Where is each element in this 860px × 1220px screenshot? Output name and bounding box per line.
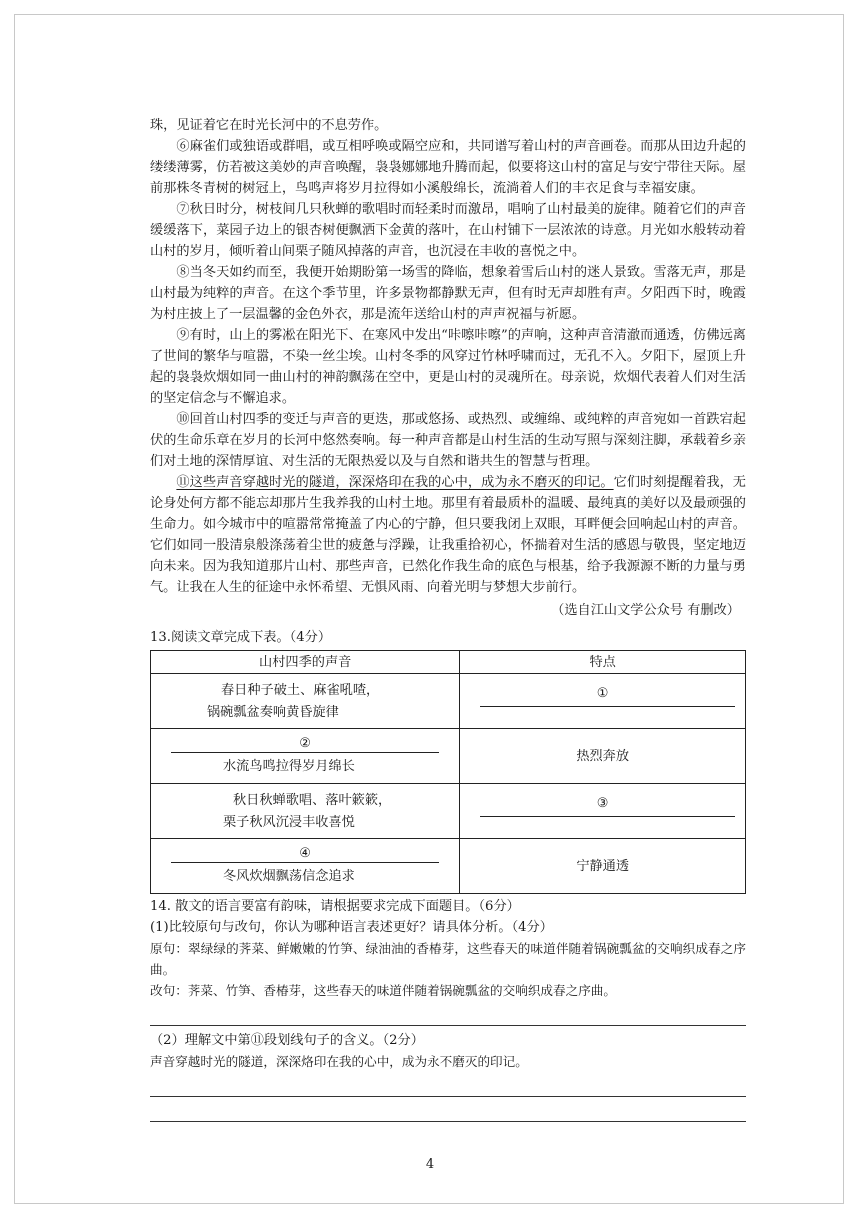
answer-blank-3[interactable]	[460, 784, 746, 839]
target-sentence: 声音穿越时光的隧道，深深烙印在我的心中，成为永不磨灭的印记。	[150, 1054, 528, 1069]
essay-paragraph-7: ⑦秋日时分，树枝间几只秋蝉的歌唱时而轻柔时而激昂，唱响了山村最美的旋律。随着它们的声音缓缓落下，菜园子边上的银杏树便飘洒下金黄的落叶，在山村铺下一层浓浓的诗意。月光如水般转动着山村的岁月，倾听着山间栗子随风掉落的声音，也沉浸在丰收的喜悦之中。	[150, 202, 746, 259]
blank-number: ④	[299, 846, 312, 861]
table-row	[151, 784, 746, 839]
answer-line[interactable]	[150, 1097, 746, 1122]
page-content	[150, 115, 746, 1122]
revised-sentence: 改句：荠菜、竹笋、香椿芽，这些春天的味道伴随着锅碗瓢盆的交响织成春之序曲。	[150, 983, 616, 998]
essay-paragraph-8: ⑧当冬天如约而至，我便开始期盼第一场雪的降临，想象着雪后山村的迷人景致。雪落无声，那是山村最为纯粹的声音。在这个季节里，许多景物都静默无声，但有时无声却胜有声。夕阳西下时，晚霞为村庄披上了一层温馨的金色外衣，那是流年送给山村的声声祝福与祈愿。	[150, 265, 746, 322]
blank-number: ③	[596, 796, 609, 811]
blank-number: ①	[596, 686, 609, 701]
question-13-table	[150, 650, 746, 894]
original-sentence: 原句：翠绿绿的荠菜、鲜嫩嫩的竹笋、绿油油的香椿芽，这些春天的味道伴随着锅碗瓢盆的交响织成春之序曲。	[150, 941, 746, 977]
table-cell	[151, 839, 460, 894]
cell-line: 锅碗瓢盆奏响黄昏旋律	[207, 705, 339, 720]
blank-number: ②	[299, 736, 312, 751]
table-cell	[151, 674, 460, 729]
essay-paragraph-11	[150, 472, 746, 598]
underlined-sentence: ⑪这些声音穿越时光的隧道，深深烙印在我的心中，成为永不磨灭的印记。	[176, 475, 614, 490]
table-row	[151, 839, 746, 894]
table-cell	[151, 729, 460, 784]
question-14-sub1: (1)比较原句与改句，你认为哪种语言表述更好？请具体分析。（4分）	[150, 920, 553, 935]
question-14-sub2: （2）理解文中第⑪段划线句子的含义。（2分）	[150, 1033, 424, 1048]
essay-paragraph-9: ⑨有时，山上的雾凇在阳光下、在寒风中发出“咔嚓咔嚓”的声响，这种声音清澈而通透，仿佛远离了世间的繁华与喧嚣，不染一丝尘埃。山村冬季的风穿过竹林呼啸而过，无孔不入。夕阳下，屋顶上升起的袅袅炊烟如同一曲山村的神韵飘荡在空中，更是山村的灵魂所在。母亲说，炊烟代表着人们对生活的坚定信念与不懈追求。	[150, 328, 746, 406]
answer-blank-2[interactable]	[161, 733, 449, 755]
cell-line: 秋日秋蝉歌唱、落叶簌簌，	[233, 793, 392, 808]
table-row	[151, 729, 746, 784]
table-row	[151, 674, 746, 729]
cell-line: 春日种子破土、麻雀吼喳，	[221, 683, 380, 698]
essay-paragraph-6: ⑥麻雀们或独语或群唱，或互相呼唤或隔空应和，共同谱写着山村的声音画卷。而那从田边升起的缕缕薄雾，仿若被这美妙的声音唤醒，袅袅娜娜地升腾而起，似要将这山村的富足与安宁带往天际。屋前那株冬青树的树冠上，鸟鸣声将岁月拉得如小溪般绵长，流淌着人们的丰衣足食与幸福安康。	[150, 139, 746, 196]
answer-line[interactable]	[150, 1072, 746, 1097]
source-note: （选自江山文学公众号 有删改）	[551, 603, 740, 618]
table-header-row	[151, 651, 746, 674]
table-cell: 宁静通透	[460, 839, 746, 894]
table-cell	[151, 784, 460, 839]
question-14-prompt: 14. 散文的语言要富有韵味，请根据要求完成下面题目。（6分）	[150, 899, 520, 914]
answer-line[interactable]	[150, 1001, 746, 1026]
answer-blank-4[interactable]	[161, 843, 449, 865]
paragraph-11-rest: 它们时刻提醒着我，无论身处何方都不能忘却那片生我养我的山村土地。那里有着最质朴的温暖、最纯真的美好以及最顽强的生命力。如今城市中的喧嚣常常掩盖了内心的宁静，但只要我闭上双眼，耳畔便会回响起山村的声音。它们如同一股清泉般涤荡着尘世的疲惫与浮躁，让我重拾初心，怀揣着对生活的感恩与敬畏，坚定地迈向未来。因为我知道那片山村、那些声音，已然化作我生命的底色与根基，给予我源源不断的力量与勇气。让我在人生的征途中永怀希望、无惧风雨、向着光明与梦想大步前行。	[150, 475, 746, 595]
table-header-sounds: 山村四季的声音	[151, 651, 460, 674]
cell-line: 栗子秋风沉浸丰收喜悦	[223, 815, 355, 830]
table-header-features: 特点	[460, 651, 746, 674]
answer-blank-1[interactable]	[460, 674, 746, 729]
essay-paragraph-5-tail: 珠，见证着它在时光长河中的不息劳作。	[150, 118, 388, 133]
table-cell: 热烈奔放	[460, 729, 746, 784]
cell-line: 冬风炊烟飘荡信念追求	[223, 869, 355, 884]
question-13-prompt: 13.阅读文章完成下表。（4分）	[150, 630, 332, 645]
cell-line: 水流鸟鸣拉得岁月绵长	[223, 759, 355, 774]
essay-paragraph-10: ⑩回首山村四季的变迁与声音的更迭，那或悠扬、或热烈、或缠绵、或纯粹的声音宛如一首跌宕起伏的生命乐章在岁月的长河中悠然奏响。每一种声音都是山村生活的生动写照与深刻注脚，承载着乡亲们对土地的深情厚谊、对生活的无限热爱以及与自然和谐共生的智慧与哲理。	[150, 412, 746, 469]
page-number: 4	[425, 1157, 435, 1172]
